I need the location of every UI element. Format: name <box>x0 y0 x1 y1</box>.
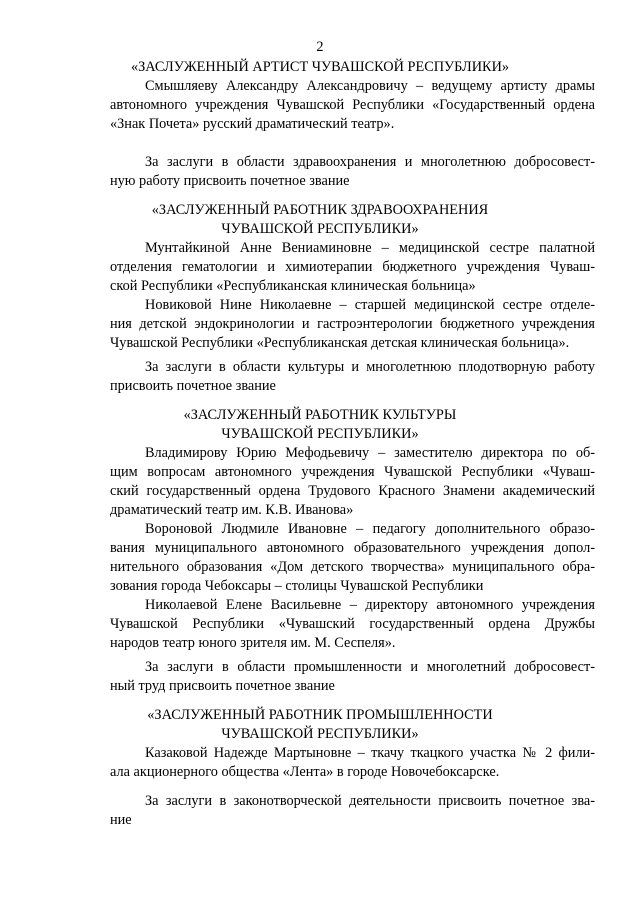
nominee-line: автономного учреждения Чувашской Республики «Государственный ордена <box>110 97 595 113</box>
nominee-line: Вороновой Людмиле Ивановне – педагогу дополнительного образо- <box>145 521 595 537</box>
nominee-line: Мунтайкиной Анне Вениаминовне – медицинской сестре палатной <box>145 240 595 256</box>
nominee-line: ала акционерного общества «Лента» в городе Новочебоксарске. <box>110 764 500 780</box>
award-statement: ный труд присвоить почетное звание <box>110 678 335 694</box>
nominee-line: Чувашской Республики «Чувашский государственный ордена Дружбы <box>110 616 595 632</box>
title-honored-health-worker: «ЗАСЛУЖЕННЫЙ РАБОТНИК ЗДРАВООХРАНЕНИЯ <box>151 202 489 218</box>
nominee-line: Смышляеву Александру Александровичу – ведущему артисту драмы <box>145 78 595 94</box>
award-statement: За заслуги в области здравоохранения и многолетнюю добросовест- <box>145 154 595 170</box>
nominee-line: ния детской эндокринологии и гастроэнтерологии бюджетного учреждения <box>110 316 595 332</box>
nominee-line: Николаевой Елене Васильевне – директору автономного учреждения <box>145 597 595 613</box>
award-statement: ную работу присвоить почетное звание <box>110 173 350 189</box>
nominee-line: отделения гематологии и химиотерапии бюджетного учреждения Чуваш- <box>110 259 595 275</box>
page-number: 2 <box>316 39 324 55</box>
award-statement: ние <box>110 812 132 828</box>
title-honored-health-worker: ЧУВАШСКОЙ РЕСПУБЛИКИ» <box>221 221 419 237</box>
title-honored-industry-worker: «ЗАСЛУЖЕННЫЙ РАБОТНИК ПРОМЫШЛЕННОСТИ <box>147 707 493 723</box>
title-honored-culture-worker: «ЗАСЛУЖЕННЫЙ РАБОТНИК КУЛЬТУРЫ <box>183 407 457 423</box>
nominee-line: нительного образования «Дом детского творчества» муниципального обра- <box>110 559 595 575</box>
nominee-line: Новиковой Нине Николаевне – старшей медицинской сестре отделе- <box>145 297 595 313</box>
title-honored-culture-worker: ЧУВАШСКОЙ РЕСПУБЛИКИ» <box>221 426 419 442</box>
title-honored-artist: «ЗАСЛУЖЕННЫЙ АРТИСТ ЧУВАШСКОЙ РЕСПУБЛИКИ» <box>130 59 510 75</box>
award-statement: присвоить почетное звание <box>110 378 276 394</box>
nominee-line: Владимирову Юрию Мефодьевичу – заместителю директора по об- <box>145 445 595 461</box>
nominee-line: ской Республики «Республиканская клиническая больница» <box>110 278 476 294</box>
nominee-line: ский государственный ордена Трудового Красного Знамени академический <box>110 483 595 499</box>
nominee-line: щим вопросам автономного учреждения Чувашской Республики «Чуваш- <box>110 464 595 480</box>
award-statement: За заслуги в области промышленности и многолетний добросовест- <box>145 659 595 675</box>
nominee-line: народов театр юного зрителя им. М. Сеспеля». <box>110 635 396 651</box>
title-honored-industry-worker: ЧУВАШСКОЙ РЕСПУБЛИКИ» <box>221 726 419 742</box>
nominee-line: вания муниципального автономного образовательного учреждения допол- <box>110 540 595 556</box>
nominee-line: Чувашской Республики «Республиканская детская клиническая больница». <box>110 335 570 351</box>
nominee-line: драматический театр им. К.В. Иванова» <box>110 502 354 518</box>
award-statement: За заслуги в законотворческой деятельности присвоить почетное зва- <box>145 793 595 809</box>
nominee-line: зования города Чебоксары – столицы Чувашской Республики <box>110 578 484 594</box>
nominee-line: Казаковой Надежде Мартыновне – ткачу ткацкого участка № 2 фили- <box>145 745 595 761</box>
nominee-line: «Знак Почета» русский драматический театр». <box>110 116 395 132</box>
award-statement: За заслуги в области культуры и многолетнюю плодотворную работу <box>145 359 595 375</box>
